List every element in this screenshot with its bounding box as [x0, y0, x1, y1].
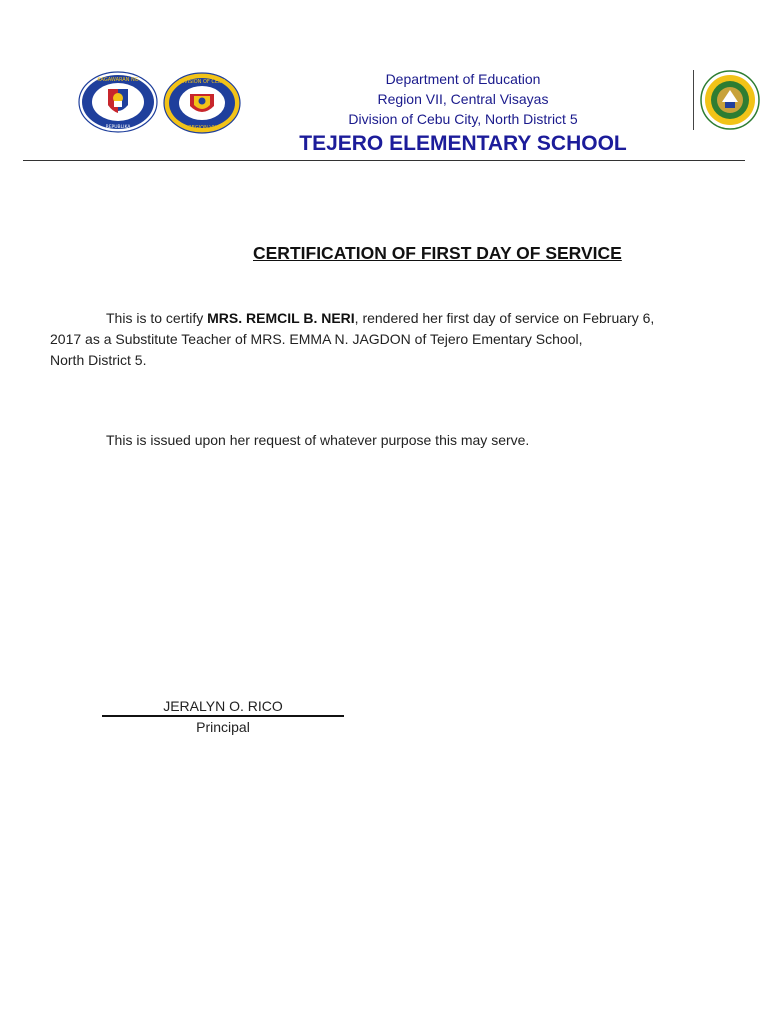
header-divider: [23, 160, 745, 161]
school-name: TEJERO ELEMENTARY SCHOOL: [299, 132, 627, 155]
school-seal-frame: [693, 70, 768, 130]
paragraph-1-line-3: North District 5.: [50, 352, 147, 368]
header-department: Department of Education: [385, 71, 541, 87]
svg-text:REGION VII: REGION VII: [188, 125, 216, 131]
certify-suffix: , rendered her first day of service on February 6,: [354, 310, 655, 326]
signature-line: [102, 715, 344, 717]
certify-prefix: This is to certify: [106, 310, 208, 326]
svg-text:DIVISION OF CEBU: DIVISION OF CEBU: [178, 79, 226, 85]
signatory-title: Principal: [196, 719, 250, 735]
paragraph-1-line-2: 2017 as a Substitute Teacher of MRS. EMMA N. JAGDON of Tejero Ementary School,: [50, 331, 583, 347]
certified-person-name: MRS. REMCIL B. NERI: [207, 310, 355, 326]
document-title: CERTIFICATION OF FIRST DAY OF SERVICE: [253, 243, 622, 263]
paragraph-2: This is issued upon her request of whatever purpose this may serve.: [106, 432, 530, 448]
svg-text:KAGAWARAN NG: KAGAWARAN NG: [97, 77, 139, 83]
division-seal-logo: [163, 72, 241, 134]
header-region: Region VII, Central Visayas: [377, 91, 549, 107]
signatory-name: JERALYN O. RICO: [163, 698, 283, 714]
school-seal-logo: [698, 70, 762, 130]
deped-seal-logo: [78, 71, 158, 133]
header-division: Division of Cebu City, North District 5: [348, 111, 578, 127]
svg-text:REPUBLIKA: REPUBLIKA: [105, 125, 131, 130]
paragraph-1-line-1: [106, 308, 654, 329]
